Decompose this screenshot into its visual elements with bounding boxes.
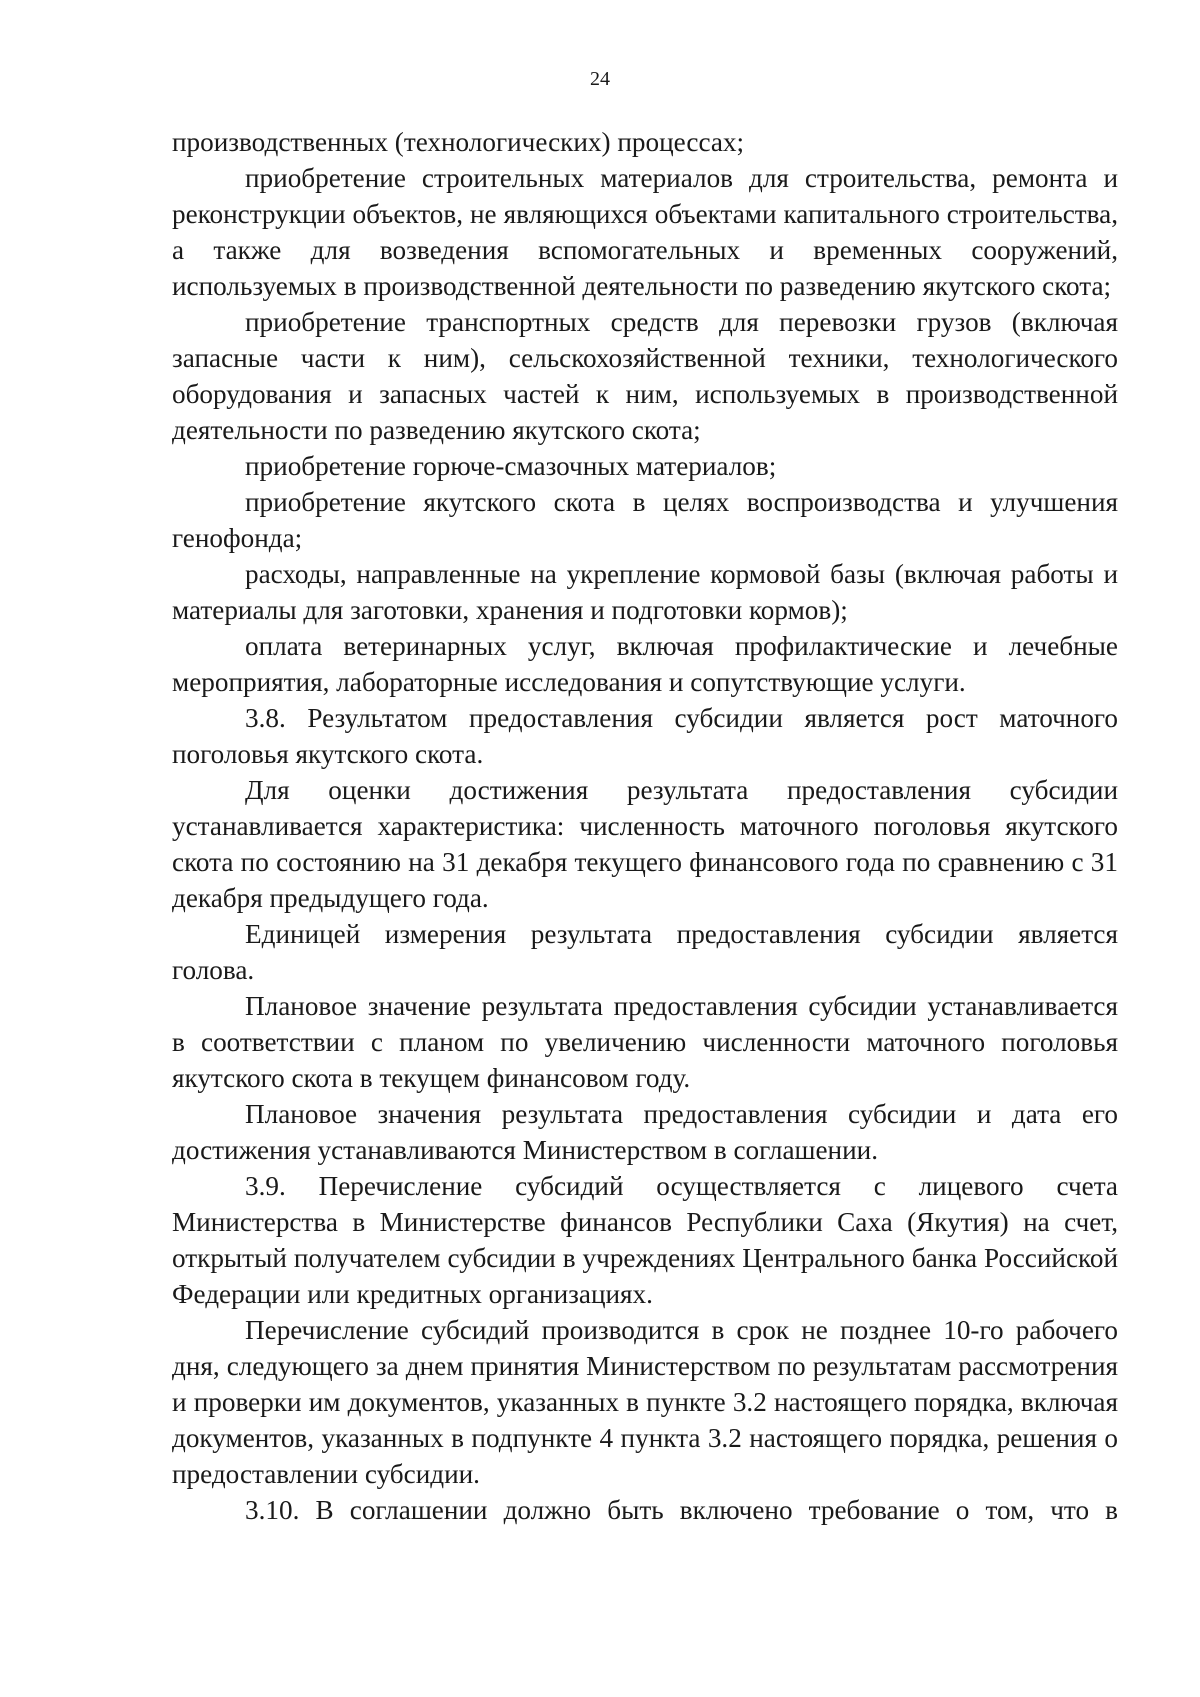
page-number: 24 (590, 68, 610, 90)
document-body (172, 124, 1118, 1528)
paragraph: приобретение строительных материалов для строительства, ремонта и реконструкции объектов, не являющихся объектами капитального строительства, а также для возведения вспомогательных и временных сооружений, используемых в производственной деятельности по разведению якутского скота; (172, 163, 1118, 301)
paragraph: 3.8. Результатом предоставления субсидии является рост маточного поголовья якутского скота. (172, 703, 1118, 769)
paragraph: расходы, направленные на укрепление кормовой базы (включая работы и материалы для заготовки, хранения и подготовки кормов); (172, 559, 1118, 625)
paragraph: 3.9. Перечисление субсидий осуществляется с лицевого счета Министерства в Министерстве финансов Республики Саха (Якутия) на счет, открытый получателем субсидии в учреждениях Центрального банка Российской Федерации или кредитных организациях. (172, 1171, 1118, 1309)
paragraph: производственных (технологических) процессах; (172, 127, 745, 157)
paragraph: Единицей измерения результата предоставления субсидии является голова. (172, 919, 1118, 985)
paragraph: 3.10. В соглашении должно быть включено требование о том, что в (245, 1495, 1118, 1525)
paragraph: приобретение якутского скота в целях воспроизводства и улучшения генофонда; (172, 487, 1118, 553)
paragraph: Плановое значения результата предоставления субсидии и дата его достижения устанавливаются Министерством в соглашении. (172, 1099, 1118, 1165)
paragraph: приобретение горюче-смазочных материалов; (245, 451, 777, 481)
paragraph: Для оценки достижения результата предоставления субсидии устанавливается характеристика: численность маточного поголовья якутского скота по состоянию на 31 декабря текущего финансового года по сравнению с 31 декабря предыдущего года. (172, 775, 1118, 913)
paragraph: оплата ветеринарных услуг, включая профилактические и лечебные мероприятия, лабораторные исследования и сопутствующие услуги. (172, 631, 1118, 697)
paragraph: Перечисление субсидий производится в срок не позднее 10-го рабочего дня, следующего за днем принятия Министерством по результатам рассмотрения и проверки им документов, указанных в пункте 3.2 настоящего порядка, включая документов, указанных в подпункте 4 пункта 3.2 настоящего порядка, решения о предоставлении субсидии. (172, 1315, 1118, 1489)
paragraph: приобретение транспортных средств для перевозки грузов (включая запасные части к ним), сельскохозяйственной техники, технологического оборудования и запасных частей к ним, используемых в производственной деятельности по разведению якутского скота; (172, 307, 1118, 445)
paragraph: Плановое значение результата предоставления субсидии устанавливается в соответствии с планом по увеличению численности маточного поголовья якутского скота в текущем финансовом году. (172, 991, 1118, 1093)
